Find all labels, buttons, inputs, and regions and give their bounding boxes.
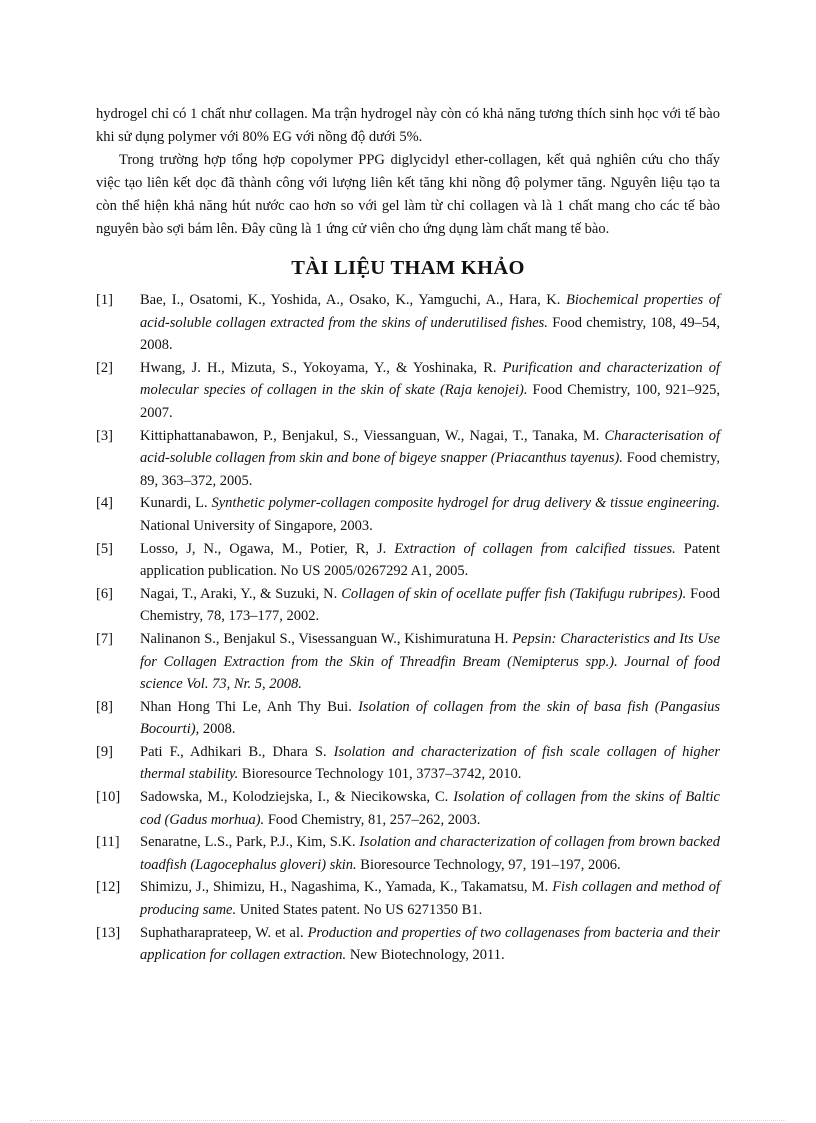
reference-source: Bioresource Technology, 97, 191–197, 2006. xyxy=(360,856,621,873)
reference-item xyxy=(96,876,720,921)
reference-item xyxy=(96,628,720,696)
reference-title: Characterisation of acid-soluble collagen from skin and bone of bigeye snapper (Priacanthus tayenus). xyxy=(140,427,720,467)
reference-number: [4] xyxy=(96,495,113,512)
reference-text xyxy=(140,492,720,537)
reference-source: Patent application publication. No US 2005/0267292 A1, 2005. xyxy=(140,540,721,580)
reference-number: [11] xyxy=(96,834,120,851)
reference-number: [3] xyxy=(96,427,113,444)
reference-item xyxy=(96,357,720,425)
reference-item xyxy=(96,831,720,876)
reference-title: Synthetic polymer-collagen composite hydrogel for drug delivery & tissue engineering. xyxy=(211,495,721,512)
reference-text xyxy=(140,876,720,921)
page-bottom-dotted-divider xyxy=(30,1120,786,1121)
document-page xyxy=(96,103,720,967)
reference-text xyxy=(140,696,720,741)
reference-source: Bioresource Technology 101, 3737–3742, 2010. xyxy=(241,766,522,783)
reference-source: 2008. xyxy=(202,721,236,738)
reference-authors: Nagai, T., Araki, Y., & Suzuki, N. xyxy=(140,585,338,602)
reference-text xyxy=(140,741,720,786)
reference-source: United States patent. No US 6271350 B1. xyxy=(239,902,483,919)
reference-source: Food Chemistry, 81, 257–262, 2003. xyxy=(267,811,481,828)
reference-text xyxy=(140,538,720,583)
reference-number: [12] xyxy=(96,879,121,896)
reference-title: Isolation of collagen from the skin of basa fish (Pangasius Bocourti), xyxy=(140,698,721,738)
reference-text xyxy=(140,922,720,967)
reference-source: National University of Singapore, 2003. xyxy=(140,517,373,534)
reference-number: [10] xyxy=(96,789,121,806)
reference-item xyxy=(96,583,720,628)
paragraph-ppg-copolymer: Trong trường hợp tổng hợp copolymer PPG diglycidyl ether-collagen, kết quả nghiên cứu cho thấy việc tạo liên kết dọc đã thành công với lượng liên kết tăng khi nồng độ polymer tăng. Nguyên liệu tạo ta còn thể hiện khả năng hút nước cao hơn so với gel làm từ chỉ collagen và là 1 chất mang cho các tế bào nguyên bào sợi bám lên. Đây cũng là 1 ứng cử viên cho ứng dụng làm chất mang tế bào. xyxy=(96,152,720,237)
reference-item xyxy=(96,425,720,493)
paragraph-continuation: hydrogel chỉ có 1 chất như collagen. Ma trận hydrogel này còn có khả năng tương thích sinh học với tế bào khi sử dụng polymer với 80% EG với nồng độ dưới 5%. xyxy=(96,106,720,145)
reference-item xyxy=(96,786,720,831)
reference-source: Food Chemistry, 100, 921–925, 2007. xyxy=(140,382,720,421)
reference-item xyxy=(96,289,720,357)
reference-item xyxy=(96,922,720,967)
reference-item xyxy=(96,492,720,537)
reference-title: Extraction of collagen from calcified tissues. xyxy=(394,540,676,557)
reference-authors: Hwang, J. H., Mizuta, S., Yokoyama, Y., & Yoshinaka, R. xyxy=(140,359,497,376)
reference-title: Pepsin: Characteristics and Its Use for Collagen Extraction from the Skin of Threadfin Bream (Nemipterus spp.). Journal of food science Vol. 73, Nr. 5, 2008. xyxy=(140,630,721,693)
reference-title: Isolation and characterization of fish scale collagen of higher thermal stability. xyxy=(140,743,720,783)
reference-title: Collagen of skin of ocellate puffer fish (Takifugu rubripes). xyxy=(341,585,687,602)
reference-authors: Kunardi, L. xyxy=(140,495,208,512)
reference-source: New Biotechnology, 2011. xyxy=(349,947,505,964)
reference-text xyxy=(140,583,720,628)
reference-text xyxy=(140,357,720,425)
reference-number: [2] xyxy=(96,359,113,376)
reference-number: [1] xyxy=(96,292,113,308)
reference-source: Food Chemistry, 78, 173–177, 2002. xyxy=(140,585,720,625)
reference-authors: Sadowska, M., Kolodziejska, I., & Niecikowska, C. xyxy=(140,789,449,806)
reference-text xyxy=(140,628,720,696)
reference-text xyxy=(140,831,720,876)
reference-list xyxy=(96,289,720,967)
reference-text xyxy=(140,289,720,357)
reference-title: Production and properties of two collagenases from bacteria and their application for collagen extraction. xyxy=(140,924,721,964)
reference-authors: Kittiphattanabawon, P., Benjakul, S., Viessanguan, W., Nagai, T., Tanaka, M. xyxy=(140,427,600,444)
reference-authors: Nalinanon S., Benjakul S., Visessanguan W., Kishimuratuna H. xyxy=(140,630,509,647)
reference-source: Food chemistry, 108, 49–54, 2008. xyxy=(140,314,721,354)
reference-item xyxy=(96,538,720,583)
reference-title: Biochemical properties of acid-soluble collagen extracted from the skins of underutilised fishes. xyxy=(140,292,720,331)
reference-authors: Bae, I., Osatomi, K., Yoshida, A., Osako, K., Yamguchi, A., Hara, K. xyxy=(140,292,561,308)
reference-title: Fish collagen and method of producing same. xyxy=(140,879,720,919)
reference-title: Isolation and characterization of collagen from brown backed toadfish (Lagocephalus gloveri) skin. xyxy=(140,834,720,873)
reference-title: Isolation of collagen from the skins of Baltic cod (Gadus morhua). xyxy=(140,789,720,828)
reference-item xyxy=(96,696,720,741)
reference-source: Food chemistry, 89, 363–372, 2005. xyxy=(140,450,720,489)
reference-authors: Senaratne, L.S., Park, P.J., Kim, S.K. xyxy=(140,834,356,851)
reference-title: Purification and characterization of molecular species of collagen in the skin of skate (Raja kenojei). xyxy=(140,359,720,399)
reference-item xyxy=(96,741,720,786)
reference-authors: Shimizu, J., Shimizu, H., Nagashima, K., Yamada, K., Takamatsu, M. xyxy=(140,879,549,896)
reference-number: [7] xyxy=(96,630,113,647)
reference-number: [13] xyxy=(96,924,121,941)
reference-authors: Losso, J, N., Ogawa, M., Potier, R, J. xyxy=(140,540,387,557)
reference-text xyxy=(140,786,720,831)
reference-number: [6] xyxy=(96,585,113,602)
reference-authors: Suphatharaprateep, W. et al. xyxy=(140,924,304,941)
reference-text xyxy=(140,425,720,493)
reference-number: [9] xyxy=(96,743,113,760)
references-heading: TÀI LIỆU THAM KHẢO xyxy=(291,257,525,279)
reference-authors: Nhan Hong Thi Le, Anh Thy Bui. xyxy=(140,698,352,715)
reference-number: [5] xyxy=(96,540,113,557)
reference-number: [8] xyxy=(96,698,113,715)
reference-authors: Pati F., Adhikari B., Dhara S. xyxy=(140,743,327,760)
